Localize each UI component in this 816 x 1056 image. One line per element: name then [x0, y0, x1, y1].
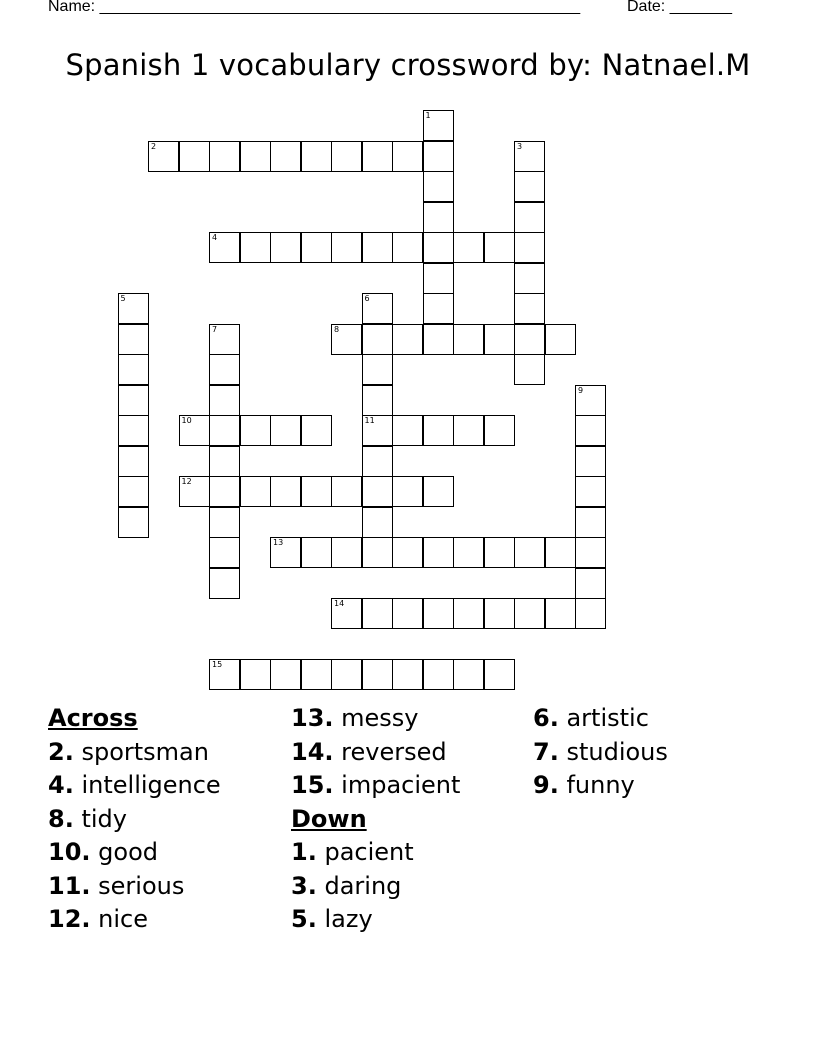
clue-number: 12. — [48, 905, 91, 933]
crossword-cell[interactable] — [118, 476, 149, 507]
clue-number: 4. — [48, 771, 74, 799]
crossword-cell[interactable] — [392, 598, 423, 629]
crossword-cell[interactable] — [331, 659, 362, 690]
crossword-cell[interactable] — [240, 232, 271, 263]
crossword-cell[interactable] — [331, 141, 362, 172]
crossword-cell[interactable] — [118, 324, 149, 355]
crossword-cell[interactable] — [209, 354, 240, 385]
date-field[interactable]: Date: _______ — [627, 0, 732, 15]
clue-text: studious — [566, 737, 668, 766]
crossword-cell[interactable] — [209, 476, 240, 507]
crossword-cell[interactable] — [575, 507, 606, 538]
clue-down-6 — [533, 702, 668, 736]
clue-column-2 — [291, 702, 460, 937]
clue-text: intelligence — [81, 771, 221, 799]
crossword-cell[interactable] — [514, 202, 545, 233]
clue-number: 11. — [48, 871, 91, 900]
clue-across-8 — [48, 803, 221, 837]
crossword-cell[interactable] — [453, 324, 484, 355]
crossword-cell[interactable] — [545, 324, 576, 355]
clue-number-label: 10 — [181, 416, 192, 425]
crossword-cell[interactable] — [301, 232, 332, 263]
crossword-cell[interactable] — [209, 568, 240, 599]
clue-column-3 — [533, 702, 668, 803]
crossword-cell[interactable] — [575, 476, 606, 507]
crossword-cell[interactable] — [118, 415, 149, 446]
crossword-cell[interactable] — [453, 537, 484, 568]
crossword-cell[interactable] — [362, 476, 393, 507]
crossword-cell[interactable] — [423, 293, 454, 324]
clue-down-1 — [291, 836, 460, 870]
crossword-cell[interactable] — [118, 446, 149, 477]
clue-number-label: 3 — [517, 141, 523, 151]
clue-text: pacient — [324, 838, 414, 866]
crossword-cell[interactable] — [240, 415, 271, 446]
crossword-cell[interactable] — [301, 476, 332, 507]
crossword-cell[interactable] — [362, 598, 393, 629]
crossword-cell[interactable] — [118, 507, 149, 538]
crossword-cell[interactable] — [331, 476, 362, 507]
crossword-cell[interactable] — [209, 385, 240, 416]
clue-text: serious — [98, 871, 185, 900]
clue-number-label: 4 — [212, 233, 218, 242]
crossword-cell[interactable] — [301, 659, 332, 690]
clue-number: 13. — [291, 704, 334, 732]
crossword-cell[interactable] — [118, 354, 149, 385]
crossword-cell[interactable] — [240, 476, 271, 507]
crossword-cell[interactable] — [423, 476, 454, 507]
crossword-cell[interactable] — [301, 141, 332, 172]
across-heading: Across — [48, 704, 138, 732]
crossword-cell[interactable] — [270, 659, 301, 690]
clue-number-label: 5 — [120, 294, 126, 303]
clue-number: 8. — [48, 804, 74, 833]
crossword-cell[interactable] — [484, 659, 515, 690]
crossword-cell[interactable] — [240, 141, 271, 172]
crossword-cell[interactable] — [209, 324, 240, 355]
crossword-cell[interactable] — [392, 415, 423, 446]
crossword-cell[interactable] — [453, 415, 484, 446]
crossword-cell[interactable] — [362, 232, 393, 263]
clue-number: 7. — [533, 737, 559, 766]
crossword-cell[interactable] — [209, 446, 240, 477]
crossword-cell[interactable] — [179, 476, 210, 507]
crossword-cell[interactable] — [484, 537, 515, 568]
crossword-cell[interactable] — [575, 415, 606, 446]
crossword-cell[interactable] — [392, 537, 423, 568]
crossword-cell[interactable] — [118, 293, 149, 324]
clue-text: tidy — [81, 804, 127, 833]
crossword-cell[interactable] — [392, 141, 423, 172]
crossword-cell[interactable] — [362, 446, 393, 477]
clue-across-2 — [48, 736, 221, 770]
crossword-cell[interactable] — [209, 507, 240, 538]
crossword-cell[interactable] — [423, 263, 454, 294]
clue-number-label: 9 — [578, 385, 584, 395]
crossword-cell[interactable] — [423, 232, 454, 263]
clue-number-label: 12 — [181, 477, 192, 486]
name-field[interactable]: Name: ______________________________________________________ — [48, 0, 581, 15]
crossword-cell[interactable] — [514, 598, 545, 629]
crossword-cell[interactable] — [514, 232, 545, 263]
clue-number: 6. — [533, 704, 559, 732]
crossword-cell[interactable] — [118, 385, 149, 416]
clue-across-4 — [48, 769, 221, 803]
crossword-cell[interactable] — [209, 141, 240, 172]
crossword-cell[interactable] — [209, 537, 240, 568]
clue-number: 9. — [533, 771, 559, 799]
crossword-cell[interactable] — [514, 171, 545, 202]
crossword-cell[interactable] — [484, 415, 515, 446]
clue-across-10 — [48, 836, 221, 870]
clue-number: 5. — [291, 905, 317, 933]
clue-down-5 — [291, 903, 460, 937]
clue-text: good — [98, 838, 158, 866]
crossword-cell[interactable] — [362, 324, 393, 355]
crossword-cell[interactable] — [514, 324, 545, 355]
page-title: Spanish 1 vocabulary crossword by: Natnael.M — [65, 48, 751, 82]
crossword-cell[interactable] — [514, 141, 545, 172]
down-heading: Down — [291, 804, 367, 833]
crossword-cell[interactable] — [423, 110, 454, 141]
clue-text: funny — [566, 771, 635, 799]
crossword-cell[interactable] — [484, 232, 515, 263]
crossword-cell[interactable] — [423, 202, 454, 233]
clue-text: daring — [324, 871, 402, 900]
crossword-cell[interactable] — [514, 537, 545, 568]
crossword-cell[interactable] — [179, 415, 210, 446]
crossword-cell[interactable] — [209, 415, 240, 446]
clue-column-1 — [48, 702, 221, 937]
clue-down-3 — [291, 870, 460, 904]
crossword-cell[interactable] — [423, 598, 454, 629]
crossword-cell[interactable] — [575, 568, 606, 599]
crossword-cell[interactable] — [362, 537, 393, 568]
clue-text: reversed — [341, 737, 447, 766]
crossword-cell[interactable] — [392, 476, 423, 507]
crossword-cell[interactable] — [240, 659, 271, 690]
clue-number: 14. — [291, 737, 334, 766]
crossword-cell[interactable] — [270, 415, 301, 446]
clue-number: 1. — [291, 838, 317, 866]
crossword-cell[interactable] — [423, 324, 454, 355]
crossword-cell[interactable] — [392, 324, 423, 355]
crossword-cell[interactable] — [453, 659, 484, 690]
crossword-cell[interactable] — [362, 385, 393, 416]
crossword-cell[interactable] — [453, 598, 484, 629]
clue-text: impacient — [341, 771, 461, 799]
clue-number-label: 15 — [212, 660, 223, 669]
crossword-cell[interactable] — [362, 141, 393, 172]
clue-across-14 — [291, 736, 460, 770]
clue-number-label: 8 — [334, 324, 340, 334]
clue-text: lazy — [324, 905, 373, 933]
clue-number: 10. — [48, 838, 91, 866]
clue-text: artistic — [566, 704, 649, 732]
clue-down-9 — [533, 769, 668, 803]
clue-text: nice — [98, 905, 148, 933]
clue-across-15 — [291, 769, 460, 803]
crossword-cell[interactable] — [209, 232, 240, 263]
crossword-cell[interactable] — [423, 171, 454, 202]
clue-across-12 — [48, 903, 221, 937]
crossword-cell[interactable] — [545, 598, 576, 629]
crossword-cell[interactable] — [331, 537, 362, 568]
clue-across-13 — [291, 702, 460, 736]
clue-number-label: 14 — [334, 599, 345, 608]
crossword-cell[interactable] — [362, 507, 393, 538]
crossword-cell[interactable] — [392, 232, 423, 263]
crossword-cell[interactable] — [514, 263, 545, 294]
crossword-cell[interactable] — [331, 324, 362, 355]
crossword-cell[interactable] — [331, 232, 362, 263]
crossword-cell[interactable] — [423, 415, 454, 446]
crossword-cell[interactable] — [301, 415, 332, 446]
crossword-cell[interactable] — [484, 324, 515, 355]
clue-text: sportsman — [81, 737, 209, 766]
crossword-cell[interactable] — [423, 141, 454, 172]
crossword-cell[interactable] — [362, 354, 393, 385]
clue-number: 15. — [291, 771, 334, 799]
crossword-cell[interactable] — [484, 598, 515, 629]
clue-number-label: 1 — [425, 111, 431, 120]
crossword-cell[interactable] — [362, 293, 393, 324]
clue-number-label: 7 — [212, 324, 218, 334]
crossword-cell[interactable] — [545, 537, 576, 568]
clue-number-label: 11 — [364, 416, 375, 425]
crossword-cell[interactable] — [179, 141, 210, 172]
crossword-cell[interactable] — [575, 385, 606, 416]
crossword-cell[interactable] — [362, 659, 393, 690]
clue-across-11 — [48, 870, 221, 904]
crossword-cell[interactable] — [423, 659, 454, 690]
crossword-cell[interactable] — [575, 537, 606, 568]
clue-number: 2. — [48, 737, 74, 766]
crossword-cell[interactable] — [270, 476, 301, 507]
crossword-cell[interactable] — [575, 446, 606, 477]
crossword-cell[interactable] — [148, 141, 179, 172]
clue-number-label: 2 — [151, 141, 157, 151]
crossword-cell[interactable] — [392, 659, 423, 690]
clue-number: 3. — [291, 871, 317, 900]
crossword-cell[interactable] — [270, 141, 301, 172]
crossword-cell[interactable] — [331, 598, 362, 629]
crossword-cell[interactable] — [270, 537, 301, 568]
crossword-cell[interactable] — [209, 659, 240, 690]
crossword-cell[interactable] — [575, 598, 606, 629]
clue-text: messy — [341, 704, 419, 732]
clue-down-7 — [533, 736, 668, 770]
crossword-cell[interactable] — [453, 232, 484, 263]
crossword-cell[interactable] — [514, 354, 545, 385]
crossword-cell[interactable] — [362, 415, 393, 446]
crossword-cell[interactable] — [514, 293, 545, 324]
crossword-cell[interactable] — [423, 537, 454, 568]
clue-number-label: 13 — [273, 538, 284, 547]
clue-number-label: 6 — [364, 294, 370, 303]
crossword-cell[interactable] — [270, 232, 301, 263]
crossword-cell[interactable] — [301, 537, 332, 568]
